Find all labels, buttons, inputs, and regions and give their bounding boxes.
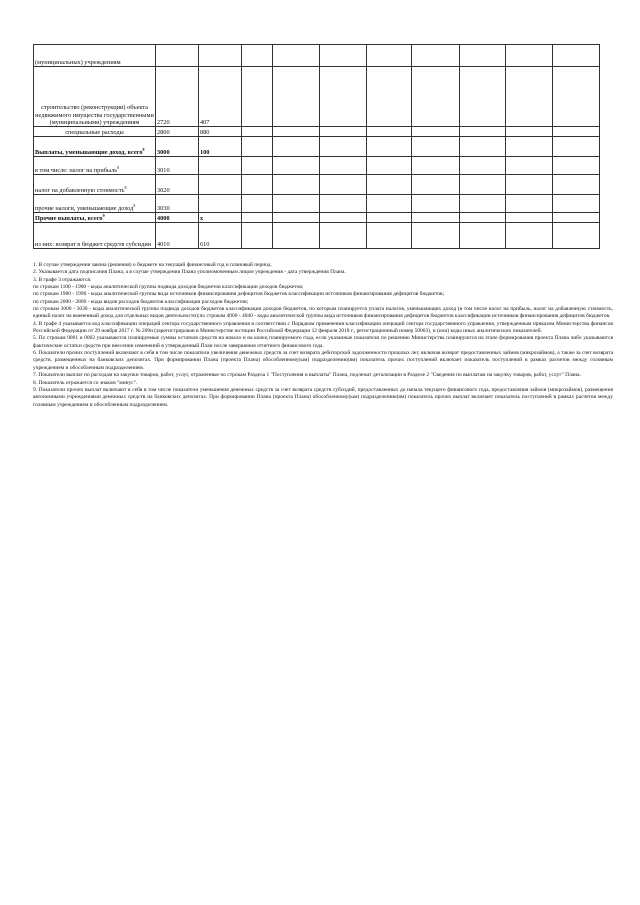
row-code: [156, 45, 199, 67]
footnote-ref: 8: [142, 146, 145, 152]
empty-value-cell: [460, 127, 506, 137]
row-label: (муниципальных) учреждениям: [34, 45, 156, 67]
footnote-paragraph: по строкам 1980 - 1990 - коды аналитической группы вида источников финансирования дефицитов бюджетов классификации источников финансирования дефицитов бюджетов;: [33, 291, 445, 298]
empty-value-cell: [553, 175, 600, 195]
row-label: налог на добавленную стоимость$^8$: [34, 175, 156, 195]
empty-value-cell: [506, 137, 553, 157]
empty-value-cell: [412, 45, 460, 67]
empty-value-cell: [273, 67, 320, 127]
empty-value-cell: [320, 157, 367, 175]
row-classification-code: [199, 157, 242, 175]
empty-value-cell: [242, 195, 273, 213]
empty-value-cell: [553, 137, 600, 157]
row-code: 3030: [156, 195, 199, 213]
empty-value-cell: [412, 195, 460, 213]
row-classification-code: [199, 195, 242, 213]
empty-value-cell: [460, 67, 506, 127]
row-label: в том числе: налог на прибыль$^8$: [34, 157, 156, 175]
empty-value-cell: [553, 223, 600, 249]
empty-value-cell: [553, 213, 600, 223]
row-classification-code: 407: [199, 67, 242, 127]
empty-value-cell: [367, 223, 412, 249]
empty-value-cell: [320, 213, 367, 223]
footnote-paragraph: по строкам 3000 - 3030 - коды аналитической группы подвида доходов бюджетов классификации доходов бюджетов, по которым планируется уплата налогов, уменьшающих доход (в том числе налог на прибыль, налог на добавленную стоимость, единый налог на вмененный доход для отдельных видов деятельности);по строкам 4000 - 4040 - коды аналитической группы вида источников финансирования дефицитов бюджетов классификации источников финансирования дефицитов бюджетов.: [33, 306, 613, 320]
empty-value-cell: [460, 45, 506, 67]
stray-mark: ·: [402, 698, 404, 703]
row-code: 3000: [156, 137, 199, 157]
empty-value-cell: [412, 137, 460, 157]
empty-value-cell: [506, 45, 553, 67]
footnote-paragraph: 3. В графе 3 отражаются:: [33, 276, 92, 283]
empty-value-cell: [367, 127, 412, 137]
footnote-ref: 8: [117, 164, 120, 170]
table-row: [34, 195, 600, 213]
row-label: строительство (реконструкции) объекта недвижимого имущества государственными (муниципальными) учреждениям: [34, 67, 156, 127]
row-code: 3010: [156, 157, 199, 175]
footnote-paragraph: 2. Указывается дата подписания Плана, а в случае утверждения Плана уполномоченным лицом учреждения - дата утверждения Плана.: [33, 269, 346, 276]
empty-value-cell: [273, 157, 320, 175]
empty-value-cell: [273, 175, 320, 195]
empty-value-cell: [273, 127, 320, 137]
footnote-paragraph: 1. В случае утверждения закона (решения) о бюджете на текущий финансовый год и плановый период.: [33, 262, 272, 268]
empty-value-cell: [412, 213, 460, 223]
empty-value-cell: [553, 195, 600, 213]
empty-value-cell: [412, 175, 460, 195]
empty-value-cell: [273, 195, 320, 213]
footnote-paragraph: 7. Показатели выплат по расходам на закупки товаров, работ, услуг, отраженные по строкам Раздела 1 "Поступления и выплаты" Плана, подлежат детализации в Разделе 2 "Сведения по выплатам на закупку товаров, работ, услуг" Плана.: [33, 372, 581, 379]
footnote-paragraph: по строкам 1100 - 1900 - коды аналитической группы подвида доходов бюджетов классификации доходов бюджетов;: [33, 284, 304, 291]
empty-value-cell: [320, 223, 367, 249]
empty-value-cell: [460, 213, 506, 223]
footnotes: [33, 262, 613, 409]
row-classification-code: 610: [199, 223, 242, 249]
empty-value-cell: [367, 157, 412, 175]
empty-value-cell: [506, 213, 553, 223]
empty-value-cell: [242, 157, 273, 175]
footnote-ref: 9: [102, 212, 105, 218]
empty-value-cell: [460, 195, 506, 213]
row-label: из них: возврат в бюджет средств субсидии: [34, 223, 156, 249]
row-code: 3020: [156, 175, 199, 195]
empty-value-cell: [320, 45, 367, 67]
empty-value-cell: [320, 137, 367, 157]
table-row: [34, 137, 600, 157]
empty-value-cell: [242, 67, 273, 127]
empty-value-cell: [242, 127, 273, 137]
footnote-ref: 8: [124, 184, 127, 190]
empty-value-cell: [506, 223, 553, 249]
empty-value-cell: [320, 67, 367, 127]
empty-value-cell: [367, 175, 412, 195]
empty-value-cell: [367, 213, 412, 223]
empty-value-cell: [460, 157, 506, 175]
empty-value-cell: [460, 223, 506, 249]
row-label: прочие налоги, уменьшающие доход$^8$: [34, 195, 156, 213]
footnote-paragraph: 5. По строкам 0001 и 0002 указываются планируемые суммы остатков средств на начало и на конец планируемого года, если указанные показатели по решению Министерства планируются на этапе формирования проекта Плана либо указываются фактические остатки средств при внесении изменений в утвержденный План после завершения отчетного финансового года.: [33, 335, 613, 349]
row-code: 4000: [156, 213, 199, 223]
footnote-paragraph: 9. Показатели прочих выплат включают в себя в том числе показатели уменьшения денежных средств за счет возврата средств субсидий, предоставленных до начала текущего финансового года, предоставления займов (микрозаймов), размещения автономными учреждениями денежных средств на банковских депозитах. При формировании Плана (проекта Плана) обособленному(ым) подразделению(ям) показатель прочих выплат включает показатель поступлений в рамках расчетов между головным учреждением и обособленным подразделением.: [33, 386, 613, 408]
row-label: специальные расходы: [34, 127, 156, 137]
table-row: [34, 67, 600, 127]
empty-value-cell: [273, 213, 320, 223]
row-classification-code: [199, 175, 242, 195]
table-row: [34, 213, 600, 223]
row-classification-code: 880: [199, 127, 242, 137]
table-row: [34, 223, 600, 249]
table-row: [34, 127, 600, 137]
empty-value-cell: [320, 175, 367, 195]
footnote-paragraph: по строкам 2000 - 2800 - коды видов расходов бюджетов классификации расходов бюджетов;: [33, 298, 249, 305]
row-label: Прочие выплаты, всего$^9$: [34, 213, 156, 223]
row-classification-code: 100: [199, 137, 242, 157]
empty-value-cell: [320, 127, 367, 137]
empty-value-cell: [412, 157, 460, 175]
table-row: [34, 157, 600, 175]
row-code: 2720: [156, 67, 199, 127]
footnote-paragraph: 6. Показатели прочих поступлений включают в себя в том числе показатели увеличения денежных средств за счет возврата дебиторской задолженности прошлых лет, включая возврат предоставленных займов (микрозаймов), а также за счет возврата средств, размещенных на банковских депозитах. При формировании Плана (проекта Плана) обособленному(ым) подразделению(ям) показатель прочих поступлений включает показатель поступлений в рамках расчетов между головным учреждением и обособленным подразделением.: [33, 350, 613, 371]
empty-value-cell: [273, 223, 320, 249]
empty-value-cell: [506, 67, 553, 127]
empty-value-cell: [460, 137, 506, 157]
empty-value-cell: [553, 45, 600, 67]
empty-value-cell: [412, 223, 460, 249]
row-classification-code: [199, 45, 242, 67]
empty-value-cell: [506, 175, 553, 195]
empty-value-cell: [242, 137, 273, 157]
empty-value-cell: [320, 195, 367, 213]
row-code: 2800: [156, 127, 199, 137]
empty-value-cell: [506, 195, 553, 213]
row-code: 4010: [156, 223, 199, 249]
empty-value-cell: [367, 137, 412, 157]
empty-value-cell: [553, 127, 600, 137]
footnote-paragraph: 4. В графе 4 указывается код классификации операций сектора государственного управления в соответствии с Порядком применения классификации операций сектора государственного управления, утвержденным приказом Министерства финансов Российской Федерации от 29 ноября 2017 г. № 209н (зарегистрирован в Министерстве юстиции Российской Федерации 12 февраля 2018 г., регистрационный номер 50003), и (или) коды иных аналитических показателей.: [33, 320, 613, 335]
empty-value-cell: [553, 157, 600, 175]
empty-value-cell: [242, 175, 273, 195]
empty-value-cell: [367, 45, 412, 67]
row-classification-code: х: [199, 213, 242, 223]
empty-value-cell: [367, 195, 412, 213]
budget-table: [33, 44, 600, 249]
empty-value-cell: [367, 67, 412, 127]
empty-value-cell: [506, 157, 553, 175]
table-row: [34, 175, 600, 195]
empty-value-cell: [412, 127, 460, 137]
footnote-ref: 8: [133, 202, 136, 208]
table-row: [34, 45, 600, 67]
empty-value-cell: [412, 67, 460, 127]
empty-value-cell: [553, 67, 600, 127]
empty-value-cell: [460, 175, 506, 195]
empty-value-cell: [506, 127, 553, 137]
footnote-paragraph: 8. Показатель отражается со знаком "минус".: [33, 379, 138, 386]
empty-value-cell: [242, 213, 273, 223]
empty-value-cell: [242, 45, 273, 67]
empty-value-cell: [273, 45, 320, 67]
empty-value-cell: [273, 137, 320, 157]
row-label: Выплаты, уменьшающие доход, всего$^8$: [34, 137, 156, 157]
empty-value-cell: [242, 223, 273, 249]
